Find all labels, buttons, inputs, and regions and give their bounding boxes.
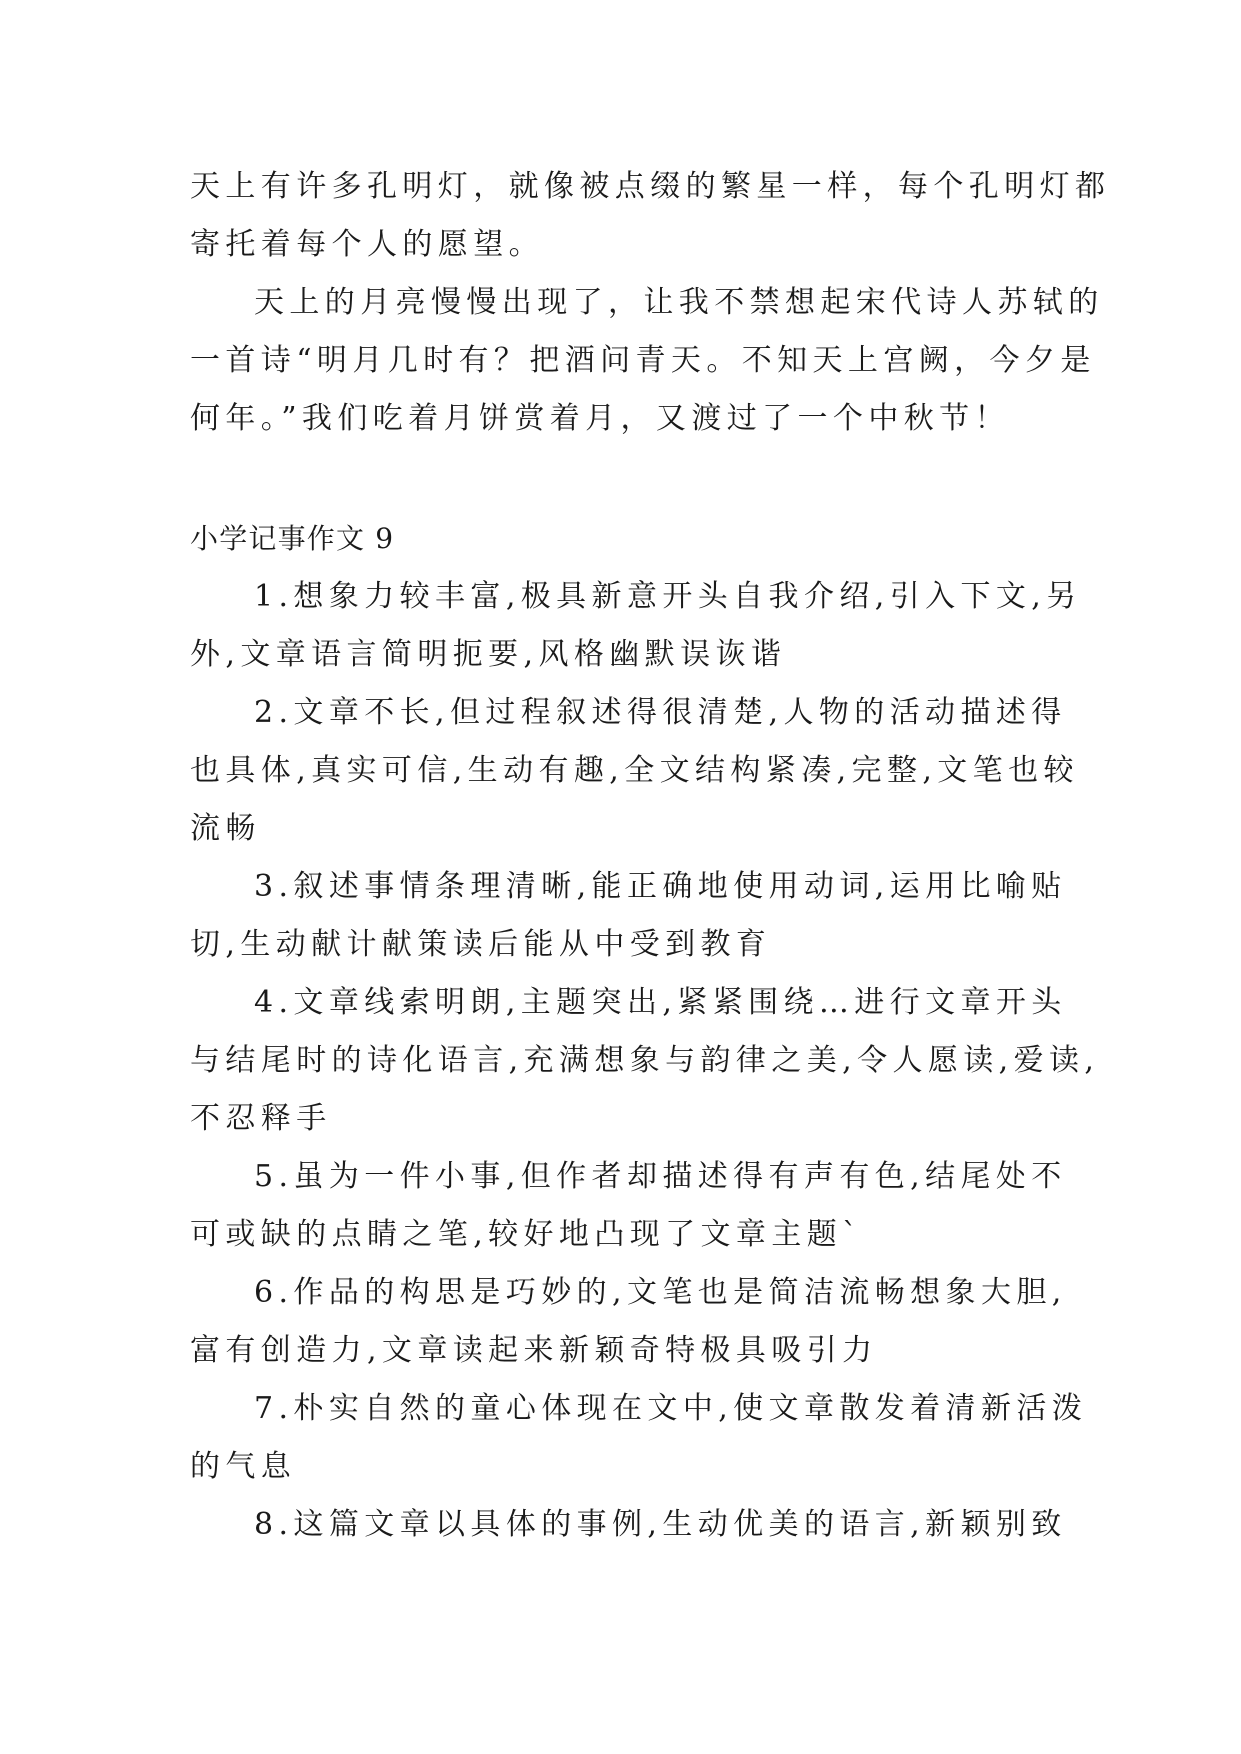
comment-item-3: [190, 858, 1067, 974]
text-line: 与结尾时的诗化语言,充满想象与韵律之美,令人愿读,爱读,: [190, 1043, 1100, 1078]
text-line: 何年。”我们吃着月饼赏着月，又渡过了一个中秋节！: [190, 401, 1010, 436]
text-line: 天上的月亮慢慢出现了，让我不禁想起宋代诗人苏轼的: [254, 285, 1104, 320]
paragraph-lanterns: [190, 158, 1111, 274]
text-line: 2.文章不长,但过程叙述得很清楚,人物的活动描述得: [254, 695, 1067, 730]
text-line: 可或缺的点睛之笔,较好地凸现了文章主题`: [190, 1217, 863, 1252]
text-line: 一首诗“明月几时有？把酒问青天。不知天上宫阙，今夕是: [190, 343, 1096, 378]
text-line: 不忍释手: [190, 1101, 332, 1136]
text-column: [190, 158, 1111, 1554]
comment-item-8: [190, 1496, 1067, 1554]
text-line: 1.想象力较丰富,极具新意开头自我介绍,引入下文,另: [254, 579, 1082, 614]
text-line: 6.作品的构思是巧妙的,文笔也是简洁流畅想象大胆,: [254, 1275, 1067, 1310]
paragraph-moon-poem: [190, 274, 1104, 448]
text-line: 外,文章语言简明扼要,风格幽默误诙谐: [190, 637, 787, 672]
comment-item-7: [190, 1380, 1088, 1496]
section-spacer: [190, 448, 1052, 510]
text-line: 切,生动献计献策读后能从中受到教育: [190, 927, 772, 962]
text-line: 5.虽为一件小事,但作者却描述得有声有色,结尾处不: [254, 1159, 1067, 1194]
text-line: 天上有许多孔明灯，就像被点缀的繁星一样，每个孔明灯都: [190, 169, 1111, 204]
text-line: 的气息: [190, 1449, 297, 1484]
comment-item-4: [190, 974, 1100, 1148]
comment-item-6: [190, 1264, 1067, 1380]
text-line: 8.这篇文章以具体的事例,生动优美的语言,新颖别致: [254, 1507, 1067, 1542]
text-line: 也具体,真实可信,生动有趣,全文结构紧凑,完整,文笔也较: [190, 753, 1079, 788]
text-line: 寄托着每个人的愿望。: [190, 227, 544, 262]
comment-item-1: [190, 568, 1082, 684]
text-line: 流畅: [190, 811, 261, 846]
text-line: 富有创造力,文章读起来新颖奇特极具吸引力: [190, 1333, 878, 1368]
comment-item-2: [190, 684, 1079, 858]
comment-item-5: [190, 1148, 1067, 1264]
text-line: 7.朴实自然的童心体现在文中,使文章散发着清新活泼: [254, 1391, 1088, 1426]
text-line: 3.叙述事情条理清晰,能正确地使用动词,运用比喻贴: [254, 869, 1067, 904]
section-title: 小学记事作文 9: [190, 522, 395, 555]
text-line: 4.文章线索明朗,主题突出,紧紧围绕…进行文章开头: [254, 985, 1067, 1020]
